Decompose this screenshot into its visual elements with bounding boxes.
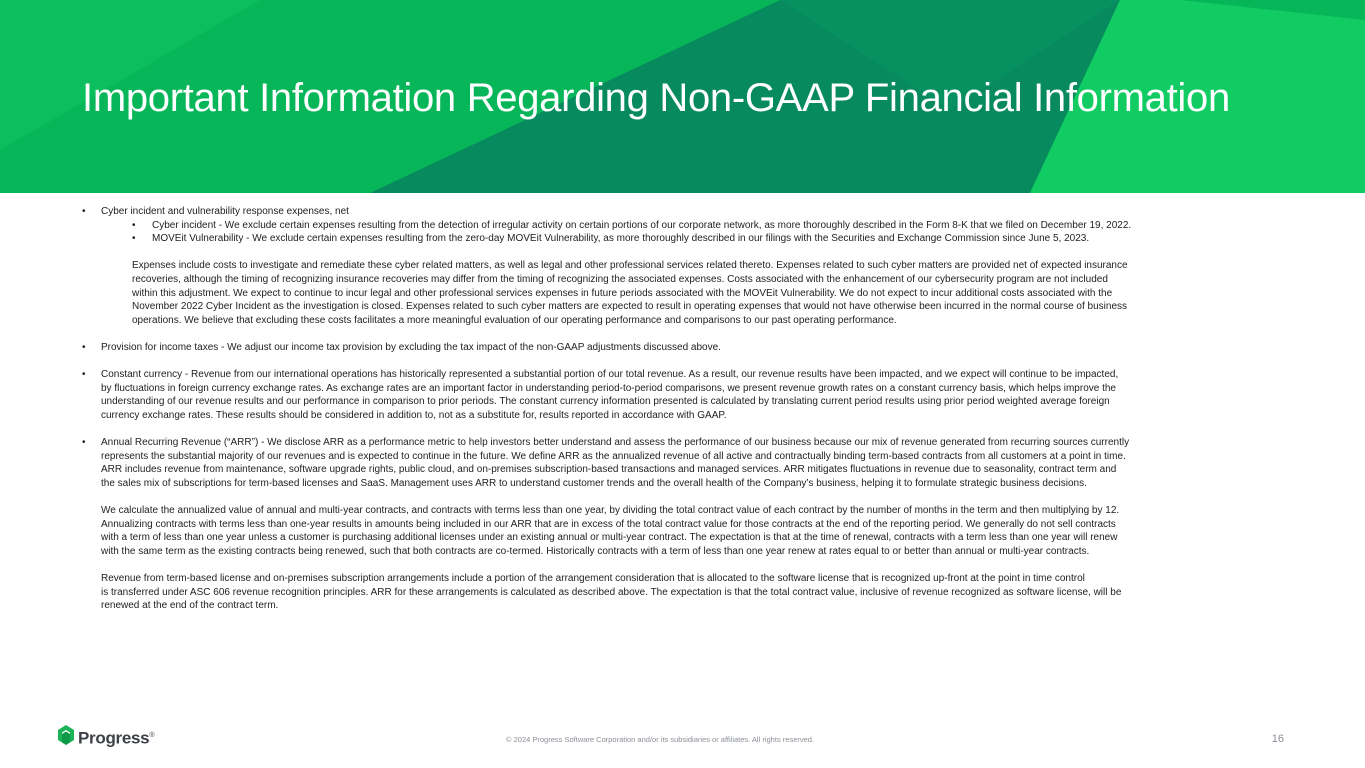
text-line: We calculate the annualized value of annual and multi-year contracts, and contracts with terms less than one year, by dividing the total contract value of each contract by the number of months in the term and then multiplying by 12. xyxy=(101,505,1120,517)
bullet-constant-currency xyxy=(82,368,1282,422)
cyber-incident-text: Cyber incident - We exclude certain expenses resulting from the detection of irregular activity on certain portions of our corporate network, as more thoroughly described in the Form 8-K that we filed on December 19, 2022. xyxy=(152,219,1132,231)
bullet-icon: • xyxy=(132,233,136,245)
text-line: within this adjustment. We expect to continue to incur legal and other professional services expenses in future periods associated with the MOVEit Vulnerability. We do not expect to incur additional costs associated with the xyxy=(132,287,1113,299)
tax-text: Provision for income taxes - We adjust our income tax provision by excluding the tax impact of the non-GAAP adjustments discussed above. xyxy=(101,341,721,353)
page-title: Important Information Regarding Non-GAAP Financial Information xyxy=(82,76,1230,120)
text-line: currency exchange rates. These results should be considered in addition to, not as a substitute for, results reported in accordance with GAAP. xyxy=(101,409,727,421)
bullet-income-taxes xyxy=(82,341,1282,355)
cyber-heading: Cyber incident and vulnerability response expenses, net xyxy=(101,206,349,217)
arr-calculation-paragraph xyxy=(82,504,1282,558)
text-line: understanding of our revenue results and our performance in comparison to prior periods. The constant currency information presented is calculated by translating current period results using prior period weighted average foreign xyxy=(101,396,1110,408)
moveit-text: MOVEit Vulnerability - We exclude certain expenses resulting from the zero-day MOVEit Vulnerability, as more thoroughly described in our filings with the Securities and Exchange Commission since June 5, 2023. xyxy=(152,233,1090,245)
text-line: Annual Recurring Revenue (“ARR”) - We disclose ARR as a performance metric to help investors better understand and assess the performance of our business because our mix of revenue generated from recurring sources currently xyxy=(101,437,1130,449)
bullet-icon: • xyxy=(82,369,86,381)
text-line: Revenue from term-based license and on-premises subscription arrangements include a portion of the arrangement consideration that is allocated to the software license that is recognized up-front at the point in time control xyxy=(101,573,1085,585)
progress-logo-icon xyxy=(56,724,76,746)
page-number: 16 xyxy=(1271,733,1284,745)
text-line: ARR includes revenue from maintenance, software upgrade rights, public cloud, and on-premises subscription-based transactions and managed services. ARR mitigates fluctuations in revenue due to seasonality, contract term and xyxy=(101,464,1117,476)
bullet-icon: • xyxy=(82,341,86,353)
text-line: is transferred under ASC 606 revenue recognition principles. ARR for these arrangements is calculated as described above. The expectation is that the total contract value, inclusive of revenue recognized as software license, will be xyxy=(101,586,1122,598)
content-body xyxy=(82,205,1282,613)
arr-license-paragraph xyxy=(82,572,1282,613)
text-line: with a term of less than one year unless a customer is purchasing additional licenses under an existing annual or multi-year contract. The expectation is that at the time of renewal, contracts with a term less than one year will renew xyxy=(101,532,1118,544)
sub-bullet-moveit xyxy=(82,232,1282,246)
logo-wordmark: Progress® xyxy=(78,728,155,748)
text-line: with the same term as the existing contracts being renewed, such that both contracts are co-termed. Historically contracts with a term of less than one year renew at rates equal to or better than annual or multi-year contracts. xyxy=(101,545,1090,557)
text-line: Expenses include costs to investigate and remediate these cyber related matters, as well as legal and other professional services related thereto. Expenses related to such cyber matters are provided net of expected insurance xyxy=(132,260,1128,272)
bullet-cyber xyxy=(82,205,1282,219)
text-line: recoveries, although the timing of recognizing insurance recoveries may differ from the timing of recognizing the associated expenses. Costs associated with the enhancement of our cybersecurity program are not included xyxy=(132,273,1108,285)
copyright-notice: © 2024 Progress Software Corporation and/or its subsidiaries or affiliates. All rights reserved. xyxy=(506,735,815,744)
text-line: represents the substantial majority of our revenues and is expected to continue in the future. We define ARR as the annualized revenue of all active and contractually binding term-based contracts from all customers at a point in time. xyxy=(101,450,1126,462)
bullet-icon: • xyxy=(132,219,136,231)
bullet-icon: • xyxy=(82,206,86,217)
footer xyxy=(56,724,1296,750)
text-line: renewed at the end of the contract term. xyxy=(101,600,279,612)
text-line: Constant currency - Revenue from our international operations has historically represented a substantial portion of our total revenue. As a result, our revenue results have been impacted, and we expect will continue to be impacted, xyxy=(101,369,1119,381)
cyber-paragraph xyxy=(82,259,1282,327)
text-line: by fluctuations in foreign currency exchange rates. As exchange rates are an important factor in understanding period-to-period comparisons, we present revenue growth rates on a constant currency basis, which helps improve the xyxy=(101,382,1116,394)
sub-bullet-cyber-incident xyxy=(82,219,1282,233)
text-line: Annualizing contracts with terms less than one-year results in amounts being included in our ARR that are in excess of the total contract value for those contracts at the end of the reporting period. We generally do not sell contracts xyxy=(101,518,1116,530)
text-line: the sales mix of subscriptions for term-based licenses and SaaS. Management uses ARR to understand customer trends and the overall health of the Company’s business, helping it to formulate strategic business decisions. xyxy=(101,477,1087,489)
header-banner xyxy=(0,0,1365,193)
bullet-icon: • xyxy=(82,437,86,449)
bullet-arr xyxy=(82,436,1282,490)
text-line: operations. We believe that excluding these costs facilitates a more meaningful evaluation of our operating performance and comparisons to our past operating performance. xyxy=(132,314,897,326)
text-line: November 2022 Cyber Incident as the investigation is closed. Expenses related to such cyber matters are expected to result in operating expenses that would not have otherwise been incurred in the normal course of business xyxy=(132,301,1128,313)
